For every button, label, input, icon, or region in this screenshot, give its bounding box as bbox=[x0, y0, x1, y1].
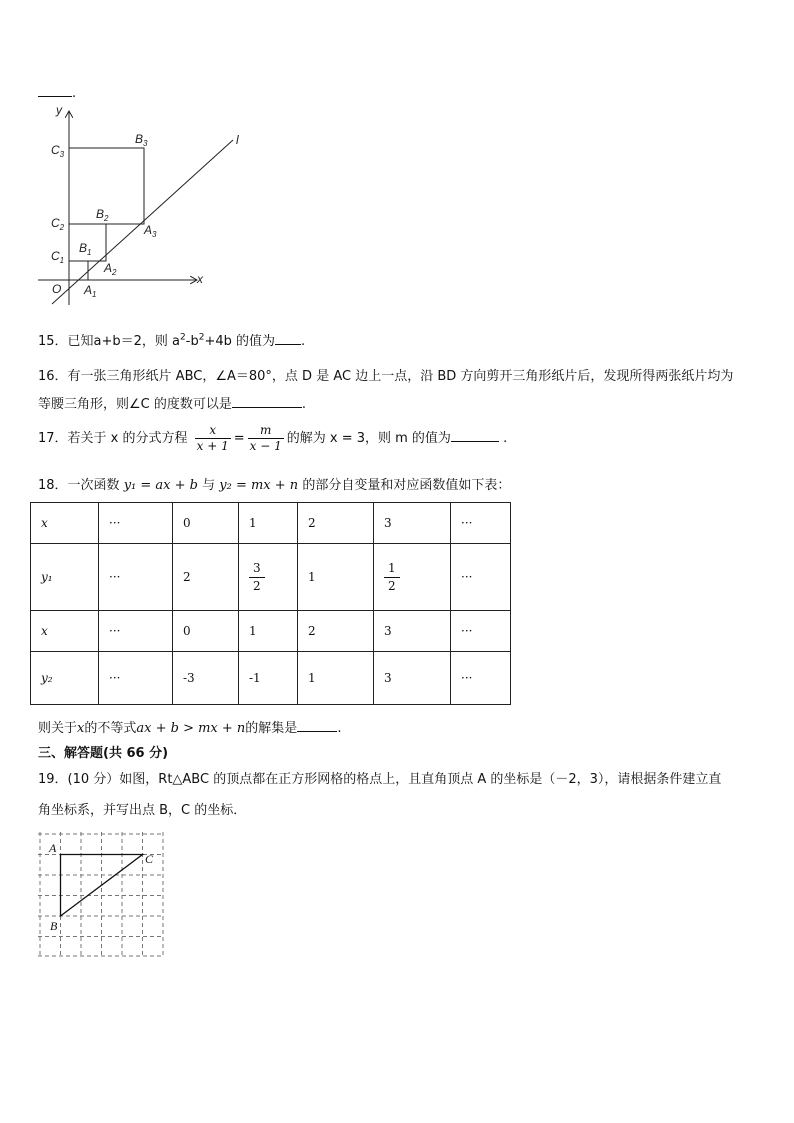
question-16-line2: 等腰三角形，则∠C 的度数可以是 . bbox=[38, 397, 307, 412]
fraction-m-over-x-minus-1: $\frac{m}{x - 1}$ bbox=[249, 423, 282, 453]
square-3 bbox=[69, 148, 144, 224]
question-19 bbox=[38, 768, 768, 818]
function-values-table bbox=[30, 502, 511, 705]
label-b3: $B_3$ bbox=[135, 132, 148, 148]
question-19-line1: 19．(10 分）如图，Rt△ABC 的顶点都在正方形网格的格点上，且直角顶点 A 的坐标是（－2，3），请根据条件建立直 bbox=[38, 772, 722, 787]
label-b1: $B_1$ bbox=[79, 241, 92, 257]
label-x: x bbox=[197, 272, 203, 286]
label-c2: $C_2$ bbox=[51, 216, 65, 232]
table-row: y₂ ··· -3 -1 1 3 ··· bbox=[31, 652, 511, 705]
question-16-line1: 16．有一张三角形纸片 ABC，∠A＝80°，点 D 是 AC 边上一点，沿 BD 方向剪开三角形纸片后，发现所得两张纸片均为 bbox=[38, 369, 734, 384]
table-row: y₁ ··· 2 $\frac{3}{2}$ 1 $\frac{1}{2}$ ··· bbox=[31, 544, 511, 611]
label-a: A bbox=[49, 841, 57, 855]
label-b: B bbox=[50, 919, 58, 933]
cell-one-half: $\frac{1}{2}$ bbox=[374, 544, 451, 611]
figure-staircase-squares bbox=[38, 100, 248, 315]
question-18: 18．一次函数 y₁ = ax + b 与 y₂ = mx + n 的部分自变量和对应函数值如下表： bbox=[38, 478, 511, 493]
question-19-line2: 角坐标系，并写出点 B，C 的坐标． bbox=[38, 803, 247, 818]
question-17: 17．若关于 x 的分式方程 $\frac{x}{x + 1}$ = $\frac{m}{x - 1}$ 的解为 x = 3，则 m 的值为 . bbox=[38, 423, 508, 453]
label-c3: $C_3$ bbox=[51, 143, 65, 159]
label-c1: $C_1$ bbox=[51, 249, 65, 265]
question-15: 15．已知a+b＝2，则 $a^2-b^2+4b$ 的值为 . bbox=[38, 332, 306, 349]
square-1 bbox=[69, 261, 88, 280]
answer-blank-16 bbox=[232, 395, 302, 408]
label-a3: $A_3$ bbox=[144, 223, 157, 239]
answer-blank-17 bbox=[451, 429, 499, 442]
label-y: y bbox=[56, 103, 62, 117]
table-row: x ··· 0 1 2 3 ··· bbox=[31, 611, 511, 652]
table-row: x ··· 0 1 2 3 ··· bbox=[31, 503, 511, 544]
cell-three-halves: $\frac{3}{2}$ bbox=[239, 544, 298, 611]
label-a2: $A_2$ bbox=[104, 261, 117, 277]
section-heading: 三、解答题(共 66 分) bbox=[38, 746, 169, 761]
answer-blank-15 bbox=[275, 332, 301, 345]
answer-blank-18 bbox=[297, 719, 337, 732]
figure-grid-triangle bbox=[36, 830, 170, 960]
dashed-grid bbox=[38, 832, 164, 956]
line-l bbox=[52, 140, 233, 304]
fraction-x-over-x-plus-1: $\frac{x}{x + 1}$ bbox=[196, 423, 229, 453]
label-a1: $A_1$ bbox=[84, 283, 97, 299]
question-18-answer-line: 则关于x的不等式ax + b > mx + n的解集是 . bbox=[38, 721, 342, 736]
question-16 bbox=[38, 365, 768, 412]
label-c: C bbox=[145, 852, 154, 866]
label-l: l bbox=[236, 133, 239, 147]
answer-blank bbox=[38, 84, 72, 97]
label-b2: $B_2$ bbox=[96, 207, 109, 223]
period: . bbox=[72, 86, 77, 101]
prev-answer-blank bbox=[38, 84, 76, 101]
label-origin: O bbox=[52, 282, 62, 296]
